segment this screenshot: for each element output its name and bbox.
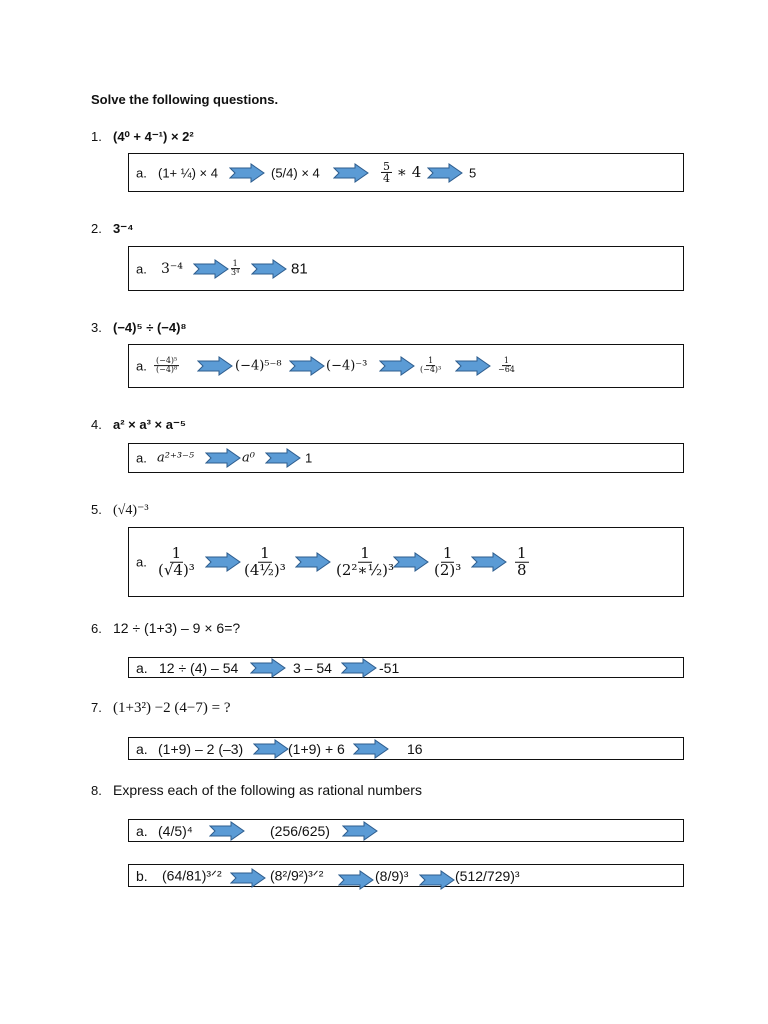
arrow-icon <box>205 448 241 468</box>
fraction-step: $\frac{1}{-64}$ <box>498 356 515 375</box>
arrow-icon <box>251 259 287 279</box>
arrow-icon <box>393 552 429 572</box>
page-title: Solve the following questions. <box>91 92 279 107</box>
answer-box-2: a. 3⁻⁴ $\frac{1}{\text{3⁴}}$ 81 <box>128 246 684 291</box>
arrow-icon <box>205 552 241 572</box>
arrow-icon <box>289 356 325 376</box>
question-8: 8. Express each of the following as rational numbers <box>91 782 422 798</box>
question-3: 3. (−4)⁵ ÷ (−4)⁸ <box>91 320 187 335</box>
fraction-step: $\frac{1}{\text{(√4)³}}$ <box>158 543 195 579</box>
fraction-step: $\frac{1}{\text{(2²∗½)³}}$ <box>336 543 395 579</box>
arrow-icon <box>341 658 377 678</box>
arrow-icon <box>353 739 389 759</box>
question-1: 1. (4⁰ + 4⁻¹) × 2² <box>91 129 194 144</box>
answer-box-4: a. a²⁺³⁻⁵ a⁰ 1 <box>128 443 684 473</box>
arrow-icon <box>250 658 286 678</box>
arrow-icon <box>333 163 369 183</box>
question-5: 5. (√4)⁻³ <box>91 502 149 518</box>
arrow-icon <box>295 552 331 572</box>
arrow-icon <box>197 356 233 376</box>
arrow-icon <box>342 821 378 841</box>
answer-box-5: a. $\frac{1}{\text{(√4)³}}$ $\frac{1}{\text{(4½)³}}$ $\frac{1}{\text{(2²∗½)³}}$ $\frac{1}{\text{(2)³}}$ $\frac{1}{8}$ <box>128 527 684 597</box>
arrow-icon <box>427 163 463 183</box>
fraction-step: $\frac{1}{\text{(4½)³}}$ <box>244 543 286 579</box>
answer-box-8b: b. (64/81)³ᐟ² (8²/9²)³ᐟ² (8/9)³ (512/729)³ <box>128 864 684 887</box>
fraction-step: $\frac{1}{8}$ <box>517 543 527 579</box>
answer-box-7: a. (1+9) – 2 (–3) (1+9) + 6 16 <box>128 737 684 760</box>
fraction-step: $\frac{1}{\text{3⁴}}$ <box>231 258 240 277</box>
arrow-icon <box>253 739 289 759</box>
arrow-icon <box>471 552 507 572</box>
arrow-icon <box>230 868 266 888</box>
fraction-step: $\frac{\text{(−4)⁵}}{\text{(−4)⁸}}$ <box>156 356 178 375</box>
answer-box-6: a. 12 ÷ (4) – 54 3 – 54 -51 <box>128 657 684 678</box>
arrow-icon <box>229 163 265 183</box>
question-7: 7. (1+3²) −2 (4−7) = ? <box>91 700 231 716</box>
answer-box-3: a. $\frac{\text{(−4)⁵}}{\text{(−4)⁸}}$ (−4)⁵⁻⁸ (−4)⁻³ $\frac{1}{\text{(−4)³}}$ $\frac{1}{-64}$ <box>128 344 684 388</box>
fraction-step: $\frac{1}{\text{(2)³}}$ <box>434 543 462 579</box>
fraction-step: $\frac{5}{4}$ ∗ 4 <box>383 159 422 185</box>
arrow-icon <box>209 821 245 841</box>
arrow-icon <box>265 448 301 468</box>
question-2: 2. 3⁻⁴ <box>91 221 134 236</box>
answer-box-8a: a. (4/5)⁴ (256/625) <box>128 819 684 842</box>
arrow-icon <box>379 356 415 376</box>
arrow-icon <box>419 870 455 890</box>
arrow-icon <box>193 259 229 279</box>
arrow-icon <box>338 870 374 890</box>
question-4: 4. a² × a³ × a⁻⁵ <box>91 417 186 432</box>
arrow-icon <box>455 356 491 376</box>
question-6: 6. 12 ÷ (1+3) – 9 × 6=? <box>91 620 241 636</box>
answer-box-1: a. (1+ ¼) × 4 (5/4) × 4 $\frac{5}{4}$ ∗ 4 5 <box>128 153 684 192</box>
fraction-step: $\frac{1}{\text{(−4)³}}$ <box>420 356 442 375</box>
